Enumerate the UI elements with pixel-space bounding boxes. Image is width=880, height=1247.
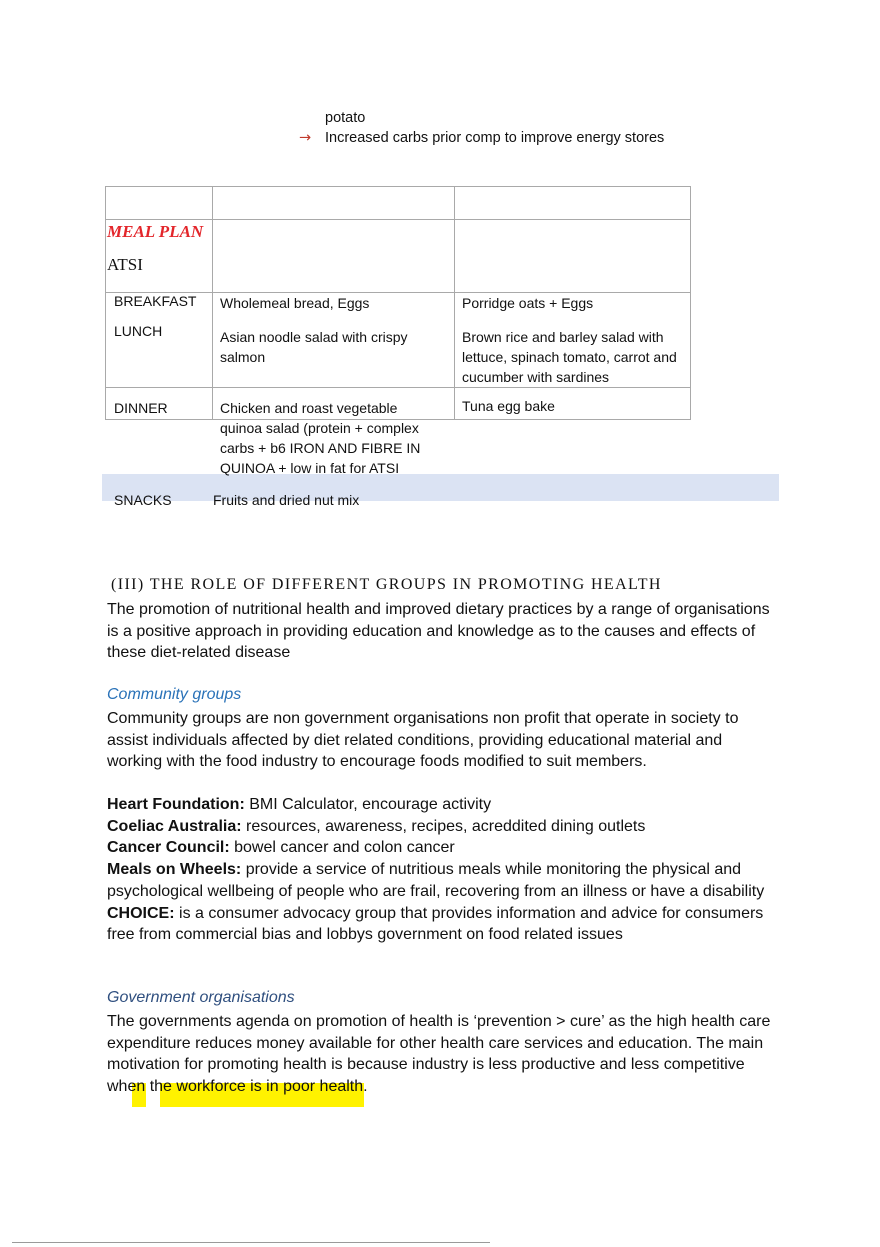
org-desc: provide a service of nutritious meals while monitoring the physical and psychological wellbeing of people who are frail, recovering from an illness or have a disability xyxy=(107,861,765,900)
dinner-option-1: Chicken and roast vegetable quinoa salad (protein + complex carbs + b6 IRON AND FIBRE IN QUINOA + low in fat for ATSI xyxy=(220,400,421,476)
table-header-row xyxy=(106,187,691,220)
list-item xyxy=(107,816,777,838)
community-list xyxy=(107,794,777,946)
table-row xyxy=(106,388,691,420)
snacks-option-1: Fruits and dried nut mix xyxy=(213,492,360,508)
meal-label-lunch: LUNCH xyxy=(114,323,163,339)
meal-plan-subtitle: ATSI xyxy=(107,255,143,274)
org-desc: is a consumer advocacy group that provides information and advice for consumers free from commercial bias and lobbys government on food related issues xyxy=(107,904,764,944)
meal-label-dinner: DINNER xyxy=(114,400,168,416)
org-name: CHOICE: xyxy=(107,904,175,922)
footer-divider xyxy=(12,1242,490,1243)
snacks-band xyxy=(102,474,779,501)
government-orgs-text: The governments agenda on promotion of health is ‘prevention > cure’ as the high health care expenditure reduces money available for other health care services and education. The main motivation for promoting health is because industry is less productive and less competitive when the workforce is in poor health. xyxy=(107,1013,771,1096)
section-heading: (III) THE ROLE OF DIFFERENT GROUPS IN PROMOTING HEALTH xyxy=(111,576,662,593)
lunch-option-1: Asian noodle salad with crispy salmon xyxy=(220,329,408,365)
community-groups-title: Community groups xyxy=(107,686,242,703)
table-title-row xyxy=(106,220,691,293)
section-intro: The promotion of nutritional health and improved dietary practices by a range of organisations is a positive approach in providing education and knowledge as to the causes and effects of these diet-related disease xyxy=(107,601,770,662)
arrow-bullet-icon: → xyxy=(299,130,312,146)
table-row xyxy=(106,293,691,388)
org-name: Coeliac Australia: xyxy=(107,817,242,835)
list-item xyxy=(107,859,777,902)
list-item xyxy=(107,903,777,946)
community-groups-text: Community groups are non government organisations non profit that operate in society to assist individuals affected by diet related conditions, providing educational material and working with the food industry to encourage foods modified to suit members. xyxy=(107,710,739,771)
org-desc: resources, awareness, recipes, acreddited dining outlets xyxy=(241,817,646,835)
list-item xyxy=(107,837,777,859)
meal-plan-table xyxy=(105,186,691,476)
list-item xyxy=(107,794,777,816)
breakfast-option-1: Wholemeal bread, Eggs xyxy=(220,295,370,311)
breakfast-option-2: Porridge oats + Eggs xyxy=(462,295,594,311)
org-name: Meals on Wheels: xyxy=(107,861,242,879)
org-desc: BMI Calculator, encourage activity xyxy=(244,796,492,813)
government-orgs-title: Government organisations xyxy=(107,989,295,1006)
meal-label-breakfast: BREAKFAST xyxy=(114,293,197,309)
org-name: Heart Foundation: xyxy=(107,796,245,813)
list-item-carbs: Increased carbs prior comp to improve energy stores xyxy=(325,130,665,146)
list-continuation: potato xyxy=(325,110,366,126)
lunch-option-2: Brown rice and barley salad with lettuce, spinach tomato, carrot and cucumber with sardines xyxy=(462,329,677,385)
org-desc: bowel cancer and colon cancer xyxy=(229,839,455,857)
dinner-option-2: Tuna egg bake xyxy=(462,398,555,414)
meal-label-snacks: SNACKS xyxy=(114,492,172,508)
meal-plan-title: MEAL PLAN xyxy=(107,222,204,241)
org-name: Cancer Council: xyxy=(107,839,230,857)
